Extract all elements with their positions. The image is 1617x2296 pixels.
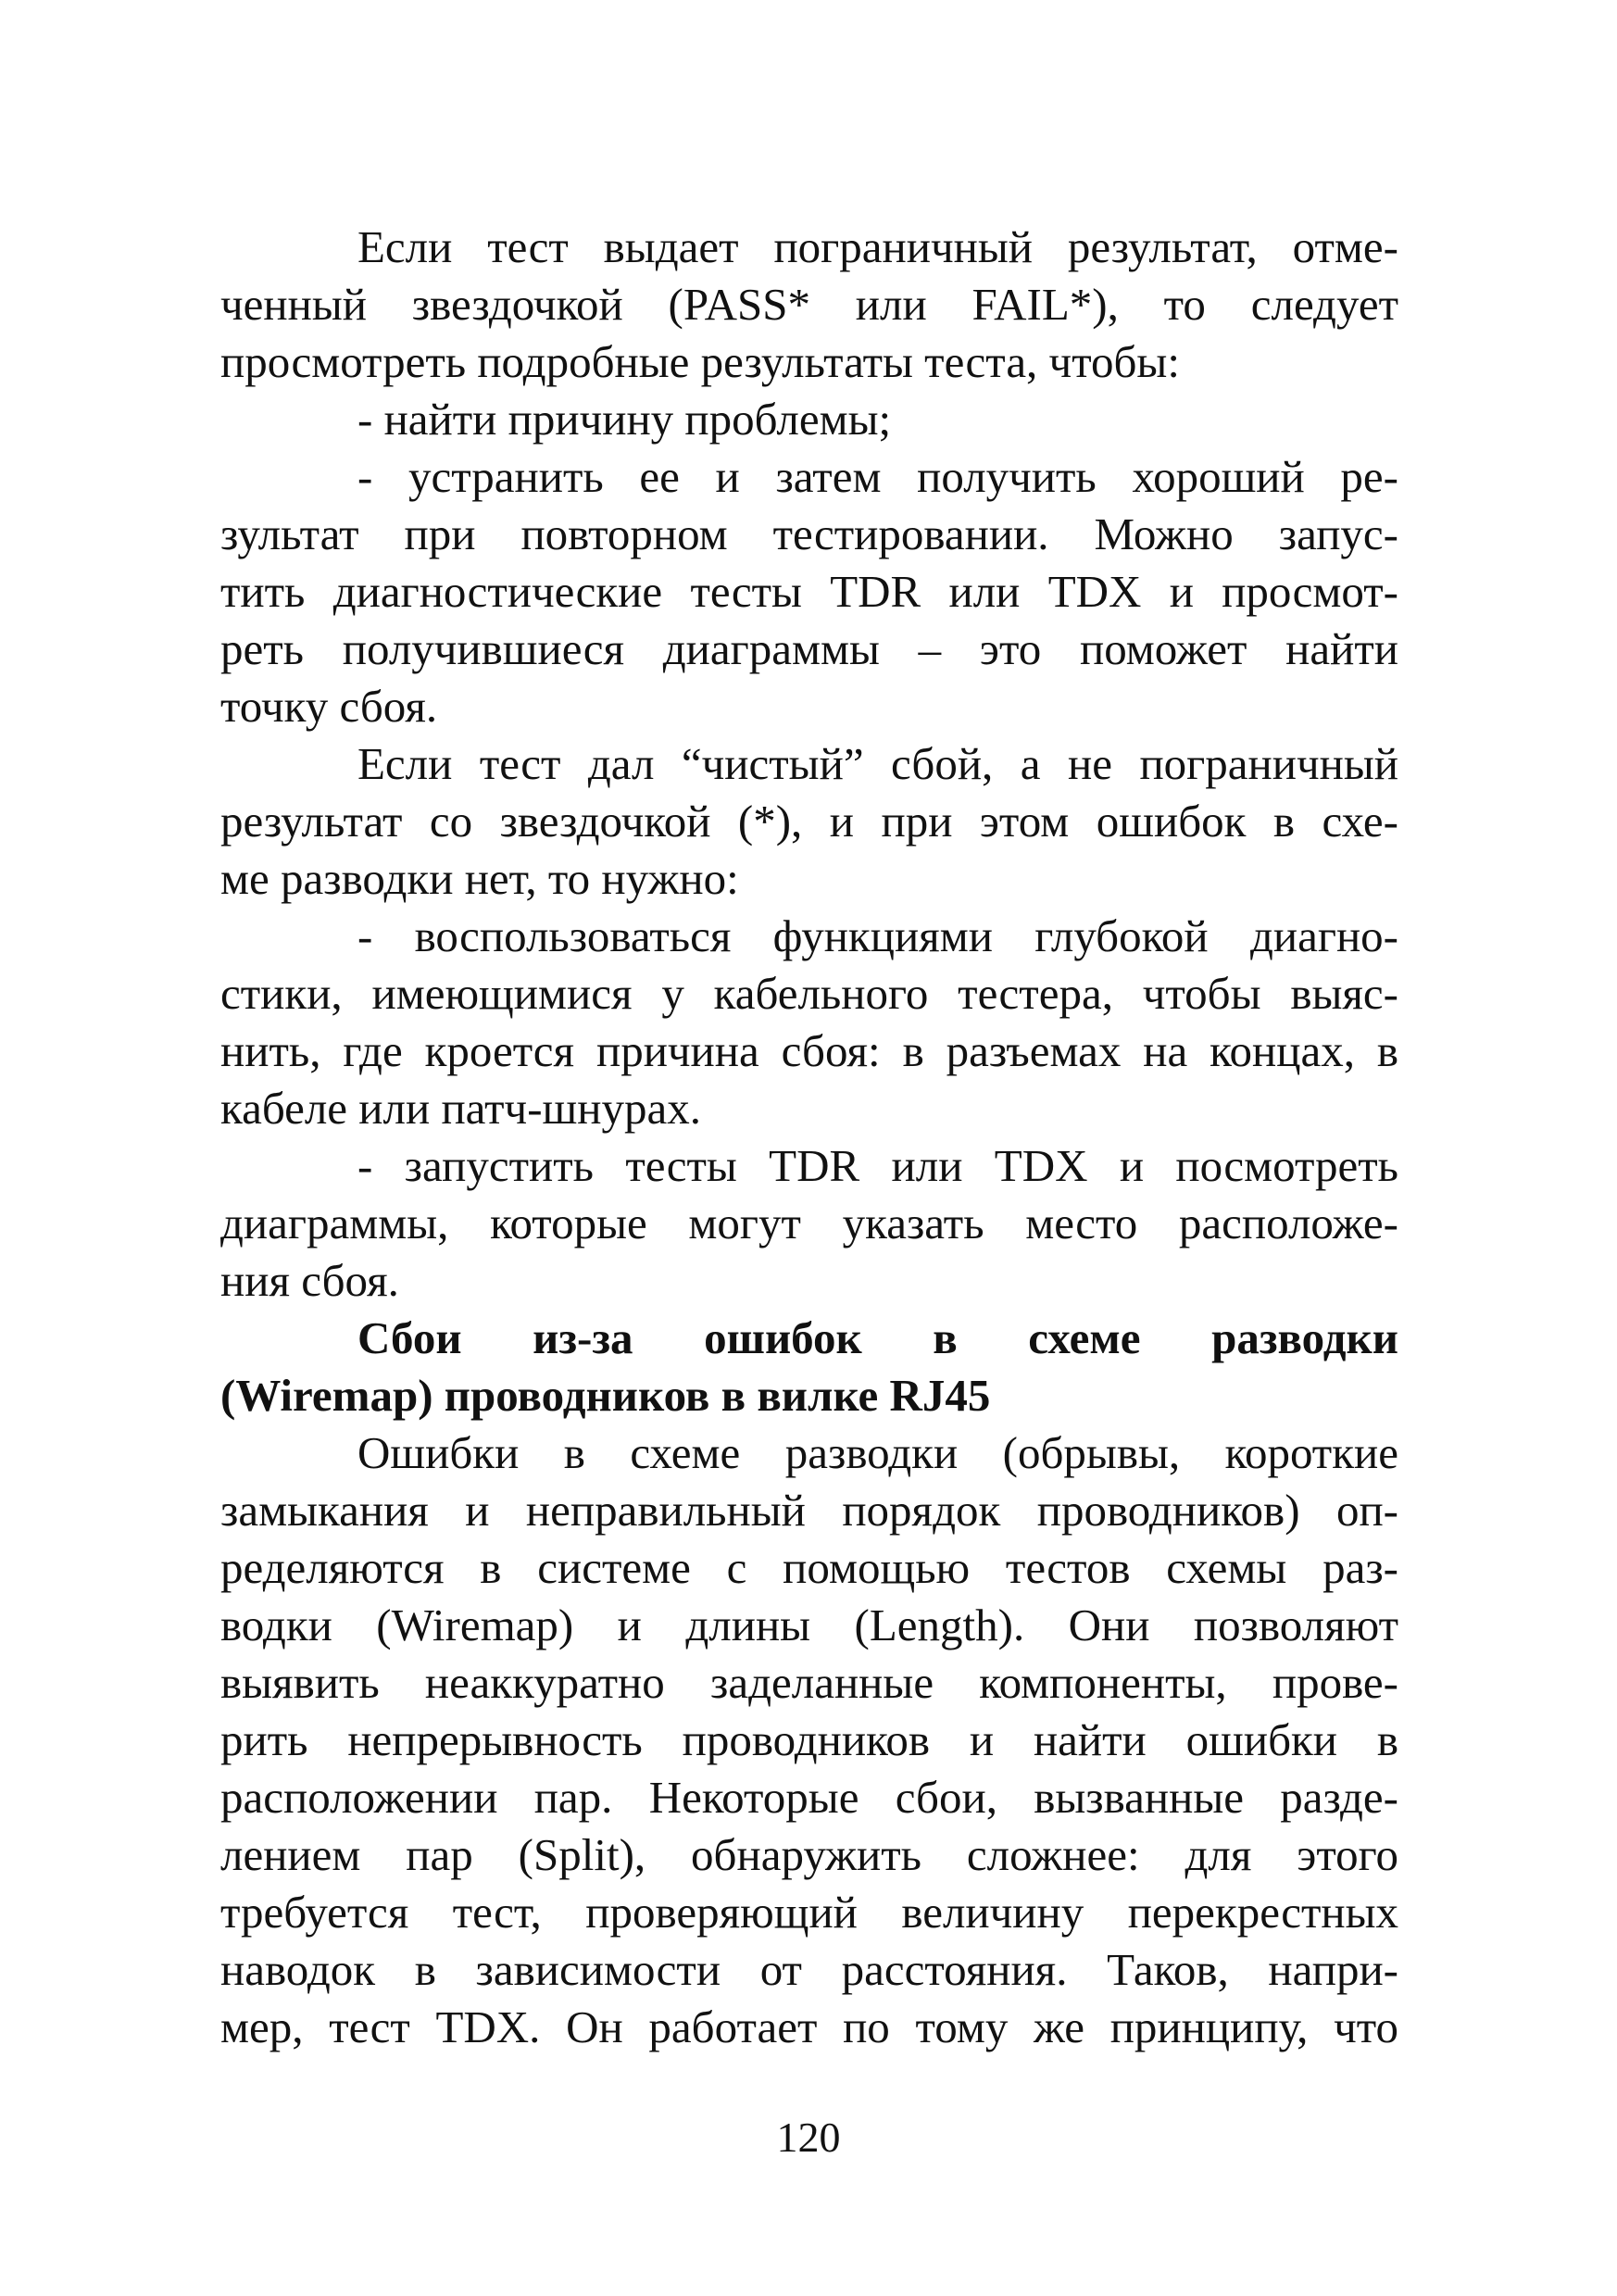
text-line: требуется тест, проверяющий величину перекрестных — [220, 1887, 1398, 1938]
text-line: точку сбоя. — [220, 681, 438, 732]
list-item: - устранить ее и затем получить хороший ре- — [357, 451, 1398, 502]
list-item: - запустить тесты TDR или TDX и посмотреть — [357, 1140, 1398, 1191]
text-line: замыкания и неправильный порядок проводников) оп- — [220, 1485, 1398, 1536]
text-line: диаграммы, которые могут указать место расположе- — [220, 1198, 1398, 1248]
section-heading: Сбои из-за ошибок в схеме разводки — [357, 1312, 1398, 1363]
text-line: Ошибки в схеме разводки (обрывы, короткие — [357, 1427, 1398, 1478]
text-line: результат со звездочкой (*), и при этом ошибок в схе- — [220, 796, 1398, 847]
text-line: рить непрерывность проводников и найти ошибки в — [220, 1714, 1398, 1765]
body-text — [220, 219, 1398, 2056]
text-line: ме разводки нет, то нужно: — [220, 853, 739, 904]
text-line: лением пар (Split), обнаружить сложнее: для этого — [220, 1829, 1398, 1880]
text-line: ределяются в системе с помощью тестов схемы раз- — [220, 1542, 1398, 1593]
text-line: кабеле или патч-шнурах. — [220, 1083, 701, 1134]
text-line: стики, имеющимися у кабельного тестера, чтобы выяс- — [220, 968, 1398, 1019]
page-number: 120 — [776, 2114, 841, 2161]
text-line: реть получившиеся диаграммы – это поможет найти — [220, 623, 1398, 674]
text-line: Если тест дал “чистый” сбой, а не пограничный — [357, 738, 1398, 789]
text-line: тить диагностические тесты TDR или TDX и просмот- — [220, 566, 1398, 617]
list-item: - найти причину проблемы; — [357, 394, 892, 445]
text-line: ния сбоя. — [220, 1255, 399, 1306]
text-line: расположении пар. Некоторые сбои, вызванные разде- — [220, 1772, 1398, 1823]
text-line: выявить неаккуратно заделанные компоненты, прове- — [220, 1657, 1398, 1708]
text-line: наводок в зависимости от расстояния. Таков, напри- — [220, 1944, 1398, 1995]
text-line: ченный звездочкой (PASS* или FAIL*), то следует — [220, 279, 1398, 330]
text-line: Если тест выдает пограничный результат, отме- — [357, 221, 1398, 272]
text-line: просмотреть подробные результаты теста, чтобы: — [220, 336, 1180, 387]
text-line: мер, тест TDX. Он работает по тому же принципу, что — [220, 2001, 1398, 2052]
list-item: - воспользоваться функциями глубокой диагно- — [357, 910, 1398, 961]
text-line: нить, где кроется причина сбоя: в разъемах на концах, в — [220, 1025, 1398, 1076]
text-line: зультат при повторном тестировании. Можно запус- — [220, 508, 1398, 559]
text-line: водки (Wiremap) и длины (Length). Они позволяют — [220, 1600, 1398, 1650]
section-heading: (Wiremap) проводников в вилке RJ45 — [220, 1370, 991, 1421]
